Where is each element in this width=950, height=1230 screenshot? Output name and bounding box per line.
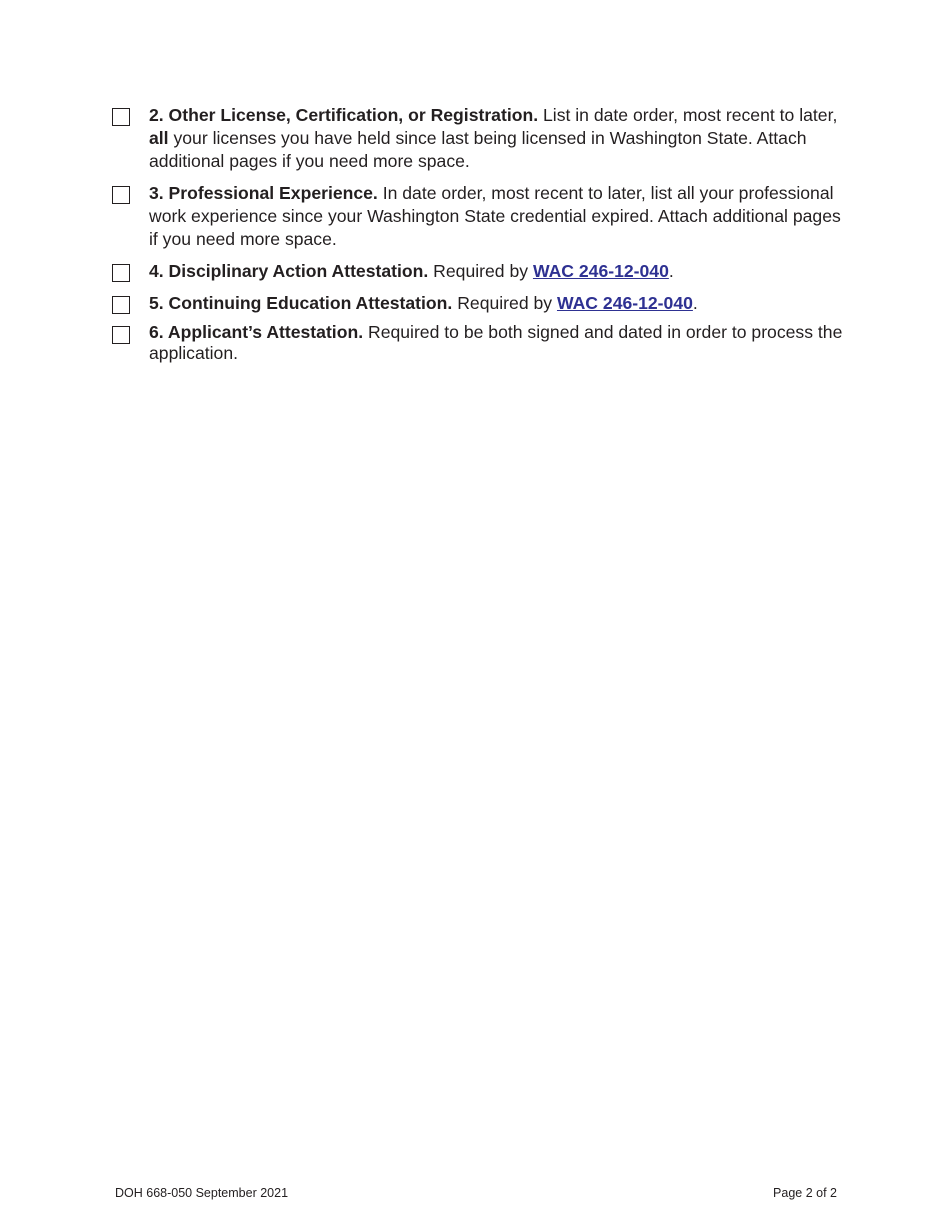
disciplinary-action-checkbox[interactable] bbox=[112, 264, 130, 282]
page-number-footer: Page 2 of 2 bbox=[773, 1186, 837, 1200]
applicant-attestation-checkbox[interactable] bbox=[112, 326, 130, 344]
document-checklist bbox=[112, 104, 847, 364]
continuing-education-label: 5. Continuing Education Attestation. bbox=[149, 293, 453, 313]
checklist-item-applicant-attestation bbox=[112, 322, 847, 364]
continuing-education-text bbox=[149, 292, 847, 315]
professional-experience-text bbox=[149, 182, 847, 251]
applicant-attestation-text bbox=[149, 322, 847, 364]
form-id-footer: DOH 668-050 September 2021 bbox=[115, 1186, 289, 1200]
other-license-desc-b: your licenses you have held since last being licensed in Washington State. Attach additional pages if you need more space. bbox=[149, 128, 807, 171]
applicant-attestation-label: 6. Applicant’s Attestation. bbox=[149, 322, 364, 342]
checklist-item-continuing-education bbox=[112, 292, 847, 315]
continuing-education-checkbox[interactable] bbox=[112, 296, 130, 314]
other-license-checkbox[interactable] bbox=[112, 108, 130, 126]
other-license-desc-a: List in date order, most recent to later, bbox=[538, 105, 838, 125]
disciplinary-action-desc: Required by bbox=[428, 261, 533, 281]
continuing-education-desc: Required by bbox=[452, 293, 557, 313]
disciplinary-action-text bbox=[149, 260, 847, 283]
checklist-item-other-license bbox=[112, 104, 847, 173]
professional-experience-label: 3. Professional Experience. bbox=[149, 183, 378, 203]
checklist-item-professional-experience bbox=[112, 182, 847, 251]
checklist-item-disciplinary-action bbox=[112, 260, 847, 283]
other-license-label: 2. Other License, Certification, or Registration. bbox=[149, 105, 539, 125]
other-license-text bbox=[149, 104, 847, 173]
applicant-attestation-desc: Required to be both signed and dated in order to process the application. bbox=[149, 322, 843, 363]
professional-experience-checkbox[interactable] bbox=[112, 186, 130, 204]
other-license-emphasis: all bbox=[149, 128, 169, 148]
disciplinary-action-end: . bbox=[668, 261, 674, 281]
professional-experience-desc: In date order, most recent to later, list all your professional work experience since your Washington State credential expired. Attach additional pages if you need more space. bbox=[149, 183, 841, 249]
disciplinary-action-wac-link[interactable]: WAC 246-12-040 bbox=[532, 261, 669, 281]
continuing-education-wac-link[interactable]: WAC 246-12-040 bbox=[556, 293, 693, 313]
continuing-education-end: . bbox=[692, 293, 698, 313]
disciplinary-action-label: 4. Disciplinary Action Attestation. bbox=[149, 261, 429, 281]
